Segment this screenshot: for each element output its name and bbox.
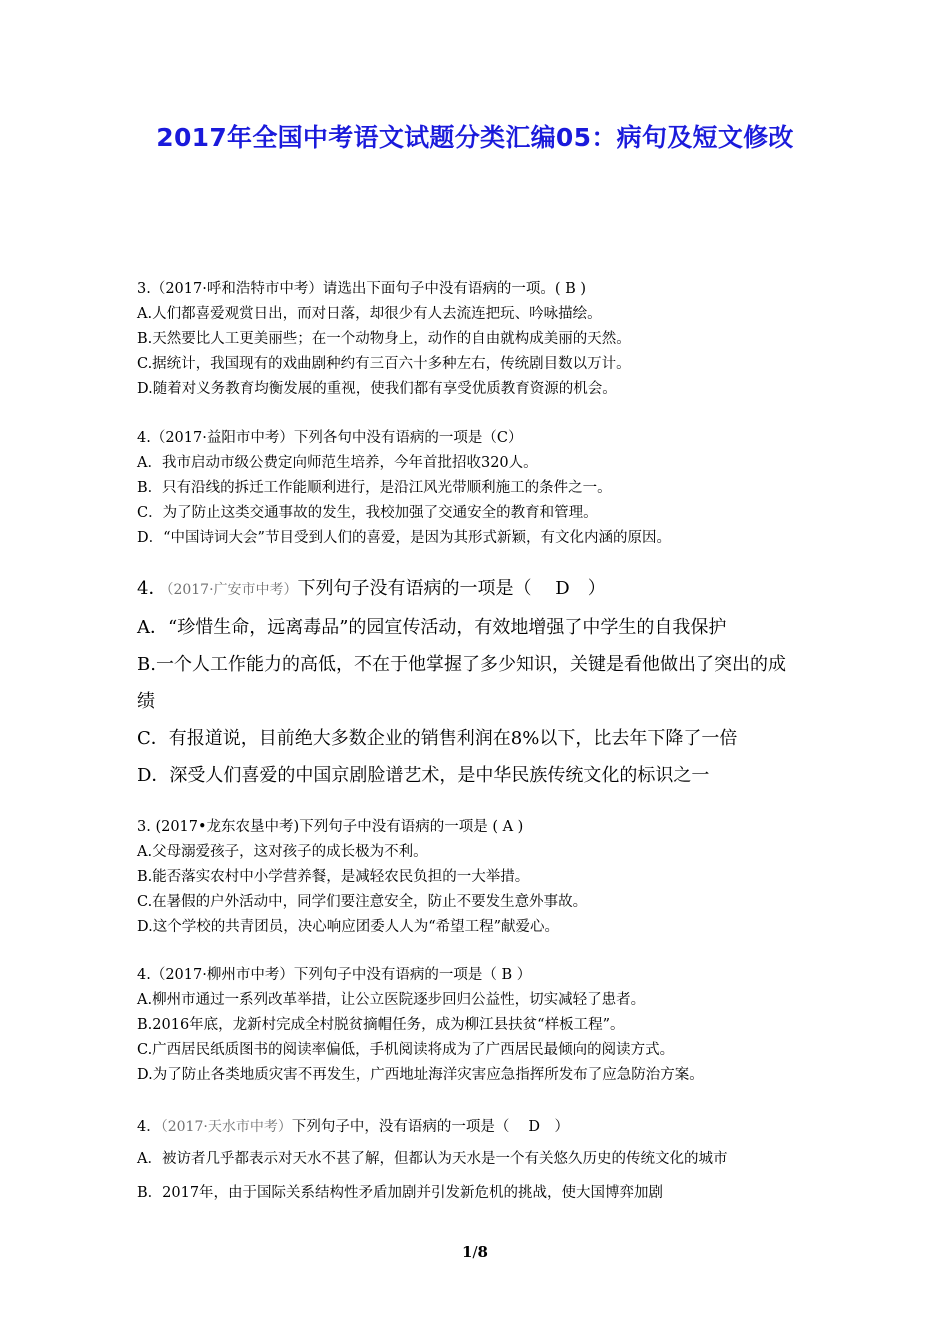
question-number: 4． [137, 578, 167, 599]
option-d: D．深受人们喜爱的中国京剧脸谱艺术，是中华民族传统文化的标识之一 [137, 765, 710, 786]
option-b: B.一个人工作能力的高低，不在于他掌握了多少知识，关键是看他做出了突出的成 [137, 654, 786, 675]
option-b: B．2017年，由于国际关系结构性矛盾加剧并引发新危机的挑战，使大国博弈加剧 [137, 1185, 664, 1201]
option-a: A.父母溺爱孩子，这对孩子的成长极为不利。 [137, 844, 428, 860]
option-c: C．有报道说，目前绝大多数企业的销售利润在8%以下，比去年下降了一倍 [137, 728, 738, 749]
total-pages: 8 [477, 1243, 488, 1261]
option-b: B．只有沿线的拆迁工作能顺利进行，是沿江风光带顺利施工的条件之一。 [137, 480, 612, 496]
question-stem: 3.（2017·呼和浩特市中考）请选出下面句子中没有语病的一项。( B ) [137, 281, 587, 297]
option-a: A.人们都喜爱观赏日出，而对日落，却很少有人去流连把玩、吟咏描绘。 [137, 306, 602, 322]
question-block [137, 963, 827, 1088]
question-block [137, 426, 827, 551]
option-c: C．为了防止这类交通事故的发生，我校加强了交通安全的教育和管理。 [137, 505, 598, 521]
option-d: D.这个学校的共青团员，决心响应团委人人为“希望工程”献爱心。 [137, 919, 560, 935]
option-b: B.天然要比人工更美丽些；在一个动物身上，动作的自由就构成美丽的天然。 [137, 331, 631, 347]
option-d: D.随着对义务教育均衡发展的重视，使我们都有享受优质教育资源的机会。 [137, 381, 617, 397]
option-b: B.能否落实农村中小学营养餐，是减轻农民负担的一大举措。 [137, 869, 530, 885]
option-c: C.广西居民纸质图书的阅读率偏低，手机阅读将成为了广西居民最倾向的阅读方式。 [137, 1042, 675, 1058]
question-stem: 4.（2017·益阳市中考）下列各句中没有语病的一项是（C） [137, 430, 523, 446]
option-b-continued: 绩 [137, 691, 155, 712]
option-b: B.2016年底，龙新村完成全村脱贫摘帽任务，成为柳江县扶贫“样板工程”。 [137, 1017, 625, 1033]
question-text: 下列句子中，没有语病的一项是（ D ） [291, 1119, 570, 1135]
question-stem [137, 570, 827, 609]
question-text: 下列句子没有语病的一项是（ D ） [297, 578, 606, 599]
page-number [0, 1243, 950, 1261]
page-title: 2017年全国中考语文试题分类汇编05：病句及短文修改 [156, 123, 794, 152]
option-c: C.据统计，我国现有的戏曲剧种约有三百六十多种左右，传统剧目数以万计。 [137, 356, 631, 372]
question-number: 4． [137, 1119, 161, 1135]
option-a: A．我市启动市级公费定向师范生培养，今年首批招收320人。 [137, 455, 538, 471]
question-block [137, 1112, 827, 1210]
option-d: D．“中国诗词大会”节目受到人们的喜爱，是因为其形式新颖，有文化内涵的原因。 [137, 530, 671, 546]
question-stem [137, 1112, 827, 1142]
question-source: （2017·广安市中考） [166, 582, 298, 598]
question-block [137, 570, 827, 794]
question-stem: 3. (2017•龙东农垦中考)下列句子中没有语病的一项是 ( A ) [137, 819, 524, 835]
option-a: A．“珍惜生命，远离毒品”的园宣传活动，有效地增强了中学生的自我保护 [137, 617, 727, 638]
current-page: 1 [462, 1243, 473, 1261]
page-separator: / [472, 1243, 478, 1261]
option-a: A．被访者几乎都表示对天水不甚了解，但都认为天水是一个有关悠久历史的传统文化的城市 [137, 1151, 728, 1167]
option-d: D.为了防止各类地质灾害不再发生，广西地址海洋灾害应急指挥所发布了应急防治方案。 [137, 1067, 704, 1083]
option-c: C.在暑假的户外活动中，同学们要注意安全，防止不要发生意外事故。 [137, 894, 588, 910]
question-block [137, 815, 827, 940]
question-stem: 4.（2017·柳州市中考）下列句子中没有语病的一项是（ B ） [137, 967, 532, 983]
question-source: （2017·天水市中考） [160, 1119, 292, 1135]
question-block [137, 277, 827, 402]
option-a: A.柳州市通过一系列改革举措，让公立医院逐步回归公益性，切实减轻了患者。 [137, 992, 646, 1008]
